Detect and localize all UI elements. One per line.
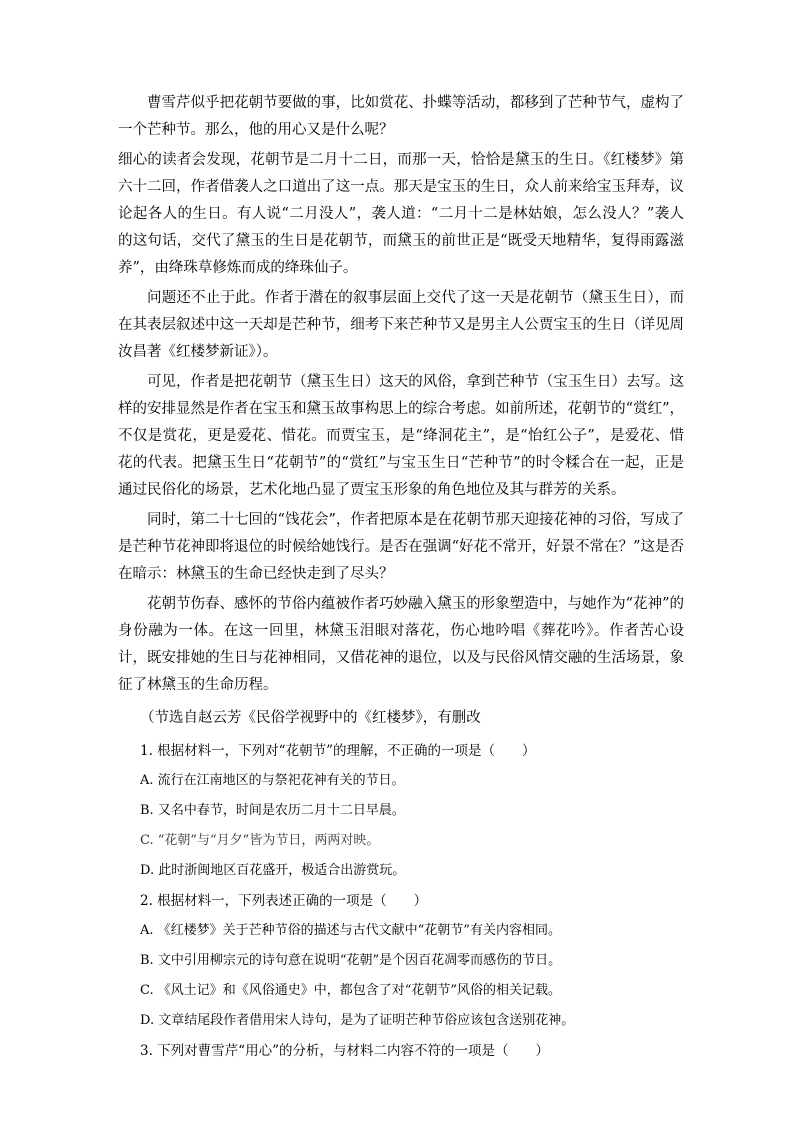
document-body: [118, 90, 684, 1066]
paragraph-2: 细心的读者会发现，花朝节是二月十二日，而那一天，恰恰是黛玉的生日。《红楼梦》第六十二回，作者借袭人之口道出了这一点。那天是宝玉的生日，众人前来给宝玉拜寿，议论起各人的生日。有人说“二月没人”，袭人道：“二月十二是林姑娘，怎么没人？”袭人的这句话，交代了黛玉的生日是花朝节，而黛玉的前世正是“既受天地精华，复得雨露滋养”，由绛珠草修炼而成的绛珠仙子。: [118, 152, 684, 276]
paragraph-1: 曹雪芹似乎把花朝节要做的事，比如赏花、扑蝶等活动，都移到了芒种节气，虚构了一个芒种节。那么，他的用心又是什么呢？: [118, 95, 684, 138]
question-2-option-a: A. 《红楼梦》关于芒种节俗的描述与古代文献中“花朝节”有关内容相同。: [140, 923, 561, 938]
question-1-option-b: B. 又名中春节，时间是农历二月十二日早晨。: [140, 803, 405, 818]
question-2-stem: 2. 根据材料一，下列表述正确的一项是（ ）: [140, 893, 428, 909]
paragraph-3: 问题还不止于此。作者于潜在的叙事层面上交代了这一天是花朝节（黛玉生日），而在其表层叙述中这一天却是芒种节，细考下来芒种节又是男主人公贾宝玉的生日（详见周汝昌著《红楼梦新证》）。: [118, 290, 684, 360]
question-2-option-b: B. 文中引用柳宗元的诗句意在说明“花朝”是个因百花凋零而感伤的节日。: [140, 953, 562, 968]
paragraph-5: 同时，第二十七回的“饯花会”，作者把原本是在花朝节那天迎接花神的习俗，写成了是芒种节花神即将退位的时候给她饯行。是否在强调“好花不常开，好景不常在？”这是否在暗示：林黛玉的生命已经快走到了尽头？: [118, 512, 684, 582]
source-citation: （节选自赵云芳《民俗学视野中的《红楼梦》，有删改: [140, 710, 481, 726]
question-1-stem: 1. 根据材料一，下列对“花朝节”的理解，不正确的一项是（ ）: [140, 743, 536, 759]
question-2-option-d: D. 文章结尾段作者借用宋人诗句，是为了证明芒种节俗应该包含送别花神。: [140, 1013, 575, 1028]
question-1-option-c: C. “花朝”与“月夕”皆为节日，两两对映。: [140, 833, 380, 848]
paragraph-6: 花朝节伤春、感怀的节俗内蕴被作者巧妙融入黛玉的形象塑造中，与她作为“花神”的身份融为一体。在这一回里，林黛玉泪眼对落花，伤心地吟唱《葬花吟》。作者苦心设计，既安排她的生日与花神相同，又借花神的退位，以及与民俗风情交融的生活场景，象征了林黛玉的生命历程。: [118, 596, 684, 693]
question-1-option-d: D. 此时浙闽地区百花盛开，极适合出游赏玩。: [140, 863, 406, 878]
paragraph-4: 可见，作者是把花朝节（黛玉生日）这天的风俗，拿到芒种节（宝玉生日）去写。这样的安排显然是作者在宝玉和黛玉故事构思上的综合考虑。如前所述，花朝节的“赏红”，不仅是赏花，更是爱花、惜花。而贾宝玉，是“绛洞花主”，是“怡红公子”，是爱花、惜花的代表。把黛玉生日“花朝节”的“赏红”与宝玉生日“芒种节”的时令糅合在一起，正是通过民俗化的场景，艺术化地凸显了贾宝玉形象的角色地位及其与群芳的关系。: [118, 374, 684, 498]
question-1-option-a: A. 流行在江南地区的与祭祀花神有关的节日。: [140, 773, 405, 788]
question-2-option-c: C. 《风土记》和《风俗通史》中，都包含了对“花朝节”风俗的相关记载。: [140, 983, 562, 998]
question-3-stem: 3. 下列对曹雪芹“用心”的分析，与材料二内容不符的一项是（ ）: [140, 1043, 549, 1059]
